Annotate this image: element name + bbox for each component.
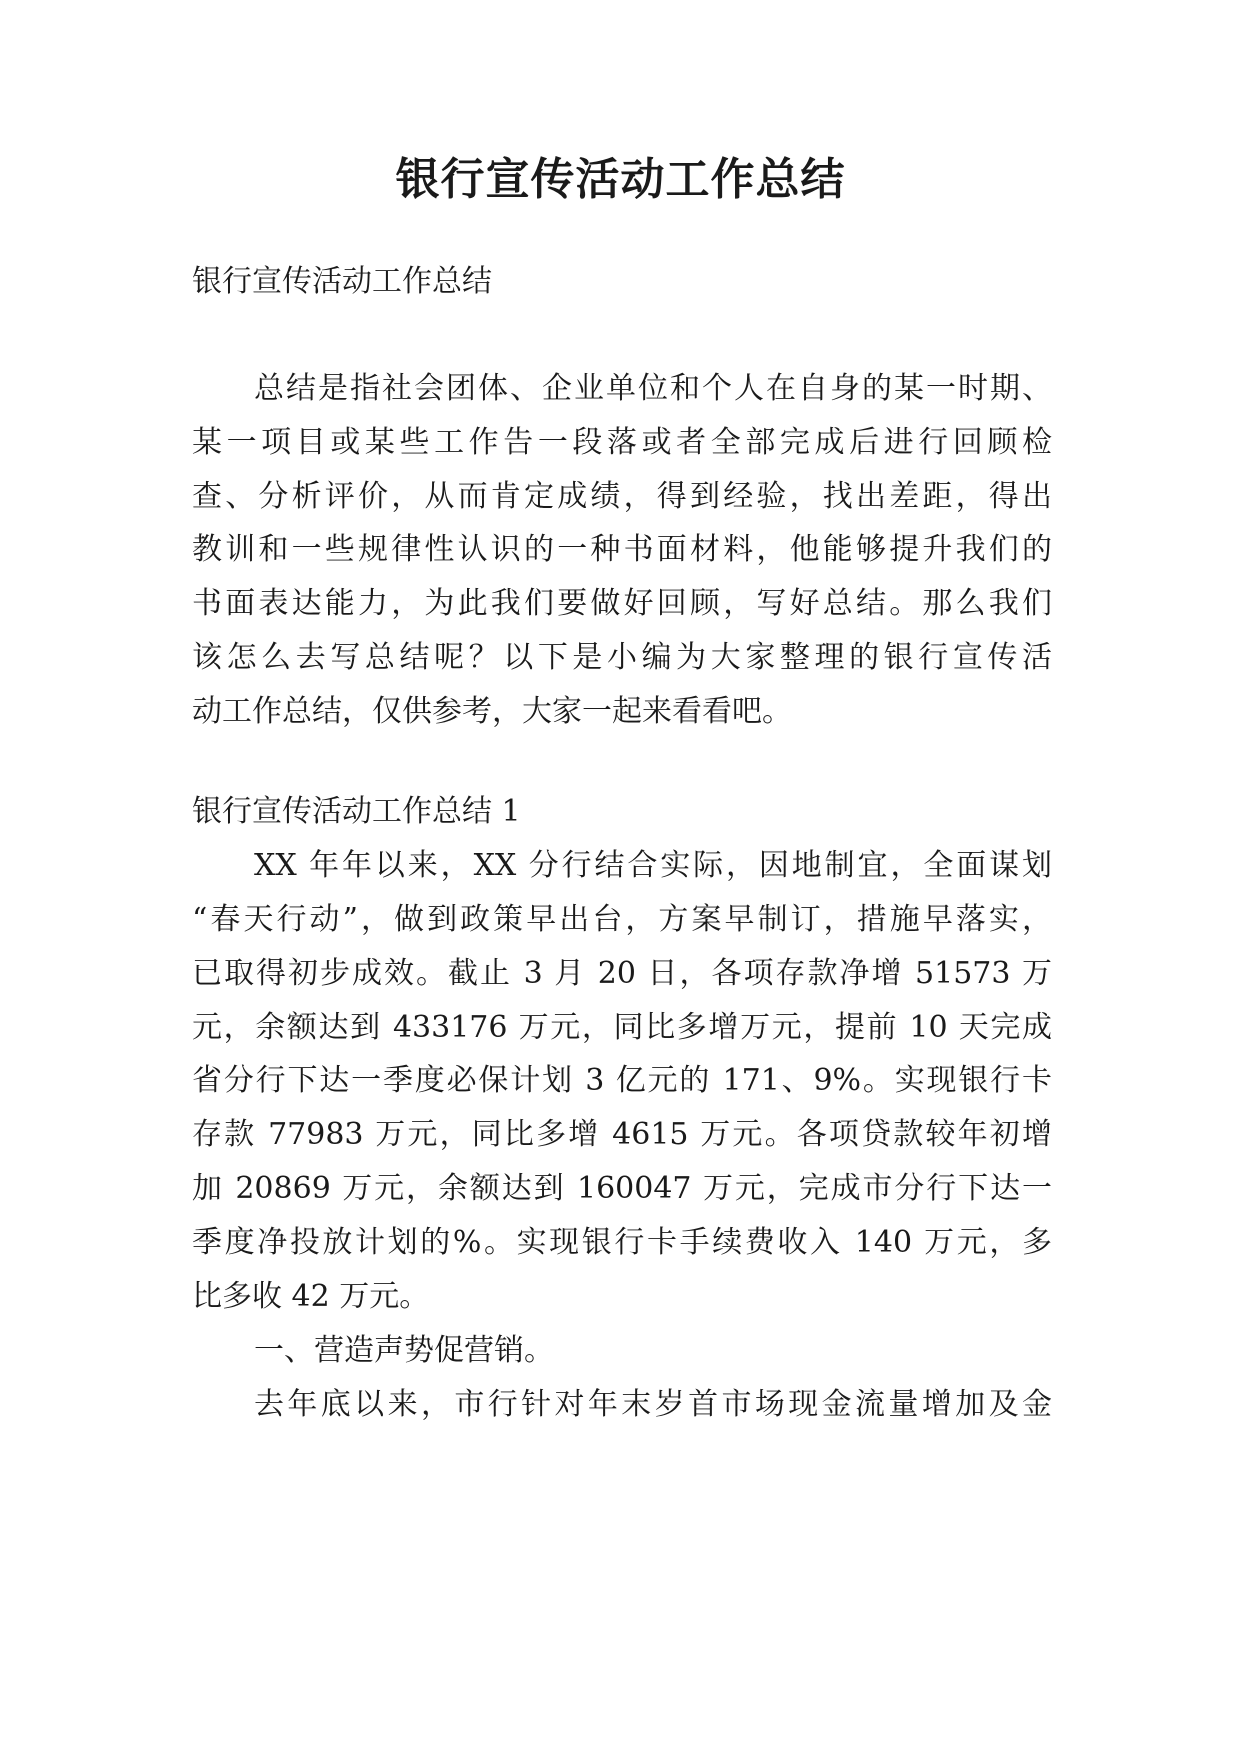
section1-line-8: 季度净投放计划的%。实现银行卡手续费收入 140 万元，多 [192, 1225, 1052, 1260]
section-heading-1: 银行宣传活动工作总结 1 [192, 794, 521, 829]
section1-line-6: 存款 77983 万元，同比多增 4615 万元。各项贷款较年初增 [192, 1117, 1052, 1152]
section1-line-5: 省分行下达一季度必保计划 3 亿元的 171、9%。实现银行卡 [192, 1063, 1052, 1098]
section1-line-3: 已取得初步成效。截止 3 月 20 日，各项存款净增 51573 万 [192, 956, 1052, 991]
section1-line-1: XX 年年以来，XX 分行结合实际，因地制宜，全面谋划 [254, 848, 1052, 883]
point-heading-1: 一、营造声势促营销。 [254, 1333, 554, 1368]
intro-line-2: 某一项目或某些工作告一段落或者全部完成后进行回顾检 [192, 425, 1052, 460]
section1-line-7: 加 20869 万元，余额达到 160047 万元，完成市分行下达一 [192, 1171, 1052, 1206]
intro-line-4: 教训和一些规律性认识的一种书面材料，他能够提升我们的 [192, 532, 1052, 567]
intro-line-6: 该怎么去写总结呢？以下是小编为大家整理的银行宣传活 [192, 640, 1052, 675]
intro-line-7: 动工作总结，仅供参考，大家一起来看看吧。 [192, 694, 792, 729]
section1-line-9: 比多收 42 万元。 [192, 1279, 430, 1314]
intro-line-1: 总结是指社会团体、企业单位和个人在自身的某一时期、 [254, 371, 1052, 406]
intro-line-5: 书面表达能力，为此我们要做好回顾，写好总结。那么我们 [192, 586, 1052, 621]
intro-line-3: 查、分析评价，从而肯定成绩，得到经验，找出差距，得出 [192, 479, 1052, 514]
document-title: 银行宣传活动工作总结 [395, 154, 846, 205]
point1-line-1: 去年底以来，市行针对年末岁首市场现金流量增加及金 [254, 1387, 1052, 1422]
section1-line-4: 元，余额达到 433176 万元，同比多增万元，提前 10 天完成 [192, 1010, 1052, 1045]
section1-line-2: “春天行动”，做到政策早出台，方案早制订，措施早落实， [192, 902, 1052, 937]
document-subtitle: 银行宣传活动工作总结 [192, 264, 492, 299]
